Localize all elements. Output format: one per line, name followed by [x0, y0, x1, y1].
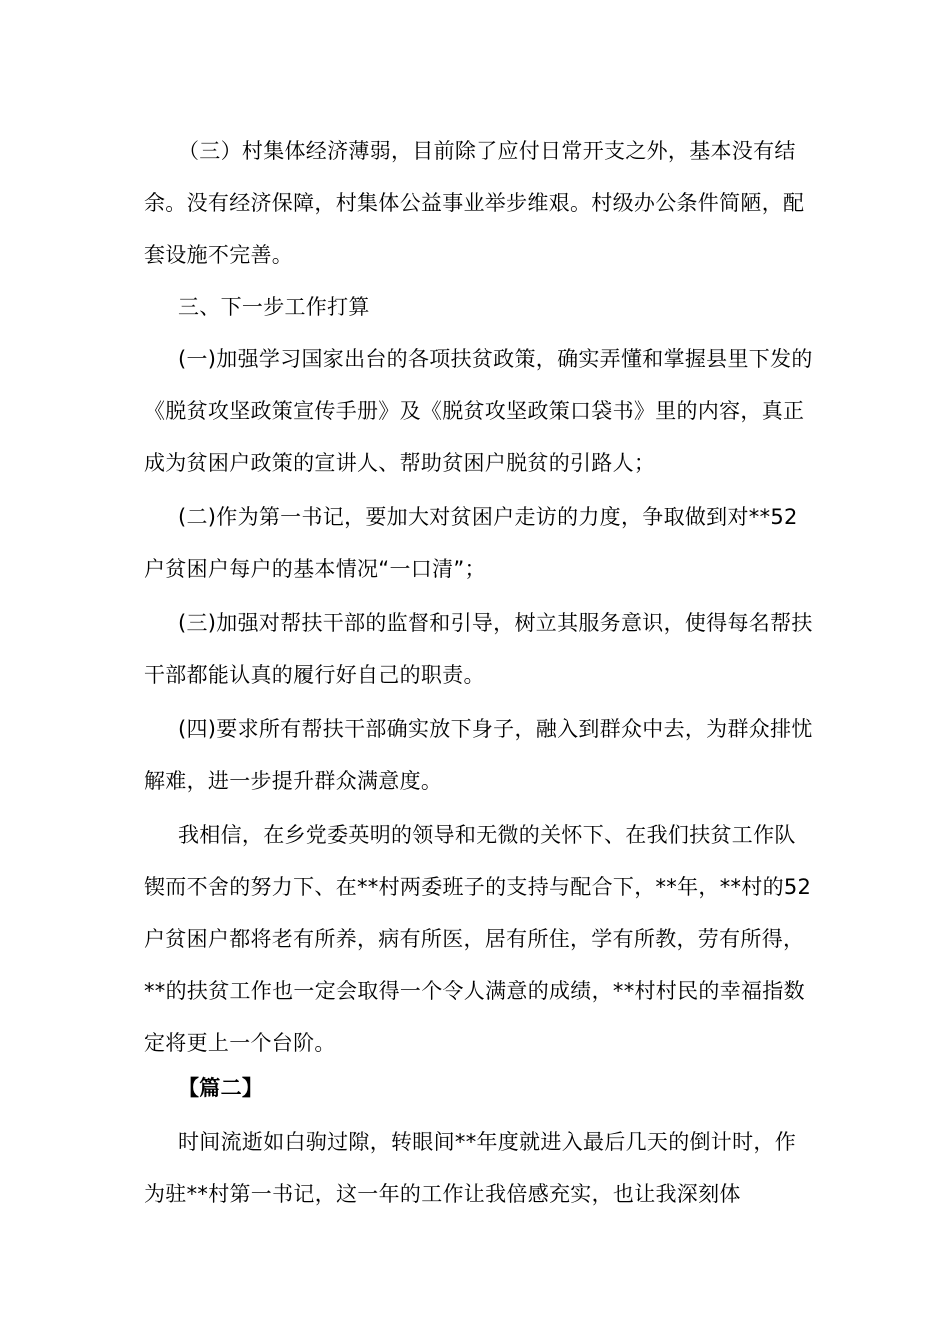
paragraph-household-visits: (二)作为第一书记，要加大对贫困户走访的力度，争取做到对**52户贫困户每户的基本情况“一口清”； — [144, 505, 798, 581]
section-heading-part-two: 【篇二】 — [178, 1076, 264, 1100]
section-heading-next-steps: 三、下一步工作打算 — [178, 295, 370, 319]
paragraph-part-two-intro: 时间流逝如白驹过隙，转眼间**年度就进入最后几天的倒计时，作为驻**村第一书记，这一年的工作让我倍感充实，也让我深刻体 — [144, 1130, 796, 1206]
paragraph-village-economy: （三）村集体经济薄弱，目前除了应付日常开支之外，基本没有结余。没有经济保障，村集体公益事业举步维艰。村级办公条件简陋，配套设施不完善。 — [144, 139, 805, 267]
paragraph-conclusion: 我相信，在乡党委英明的领导和无微的关怀下、在我们扶贫工作队锲而不舍的努力下、在**村两委班子的支持与配合下，**年，**村的52户贫困户都将老有所养，病有所医，居有所住，学有所教，劳有所得，**的扶贫工作也一定会取得一个令人满意的成绩，**村村民的幸福指数定将更上一个台阶。 — [144, 823, 812, 1055]
paragraph-policy-study: (一)加强学习国家出台的各项扶贫政策，确实弄懂和掌握县里下发的《脱贫攻坚政策宣传手册》及《脱贫攻坚政策口袋书》里的内容，真正成为贫困户政策的宣讲人、帮助贫困户脱贫的引路人； — [144, 347, 813, 475]
paragraph-cadre-requirements: (四)要求所有帮扶干部确实放下身子，融入到群众中去，为群众排忧解难，进一步提升群众满意度。 — [144, 717, 813, 793]
paragraph-supervision: (三)加强对帮扶干部的监督和引导，树立其服务意识，使得每名帮扶干部都能认真的履行好自己的职责。 — [144, 611, 813, 687]
